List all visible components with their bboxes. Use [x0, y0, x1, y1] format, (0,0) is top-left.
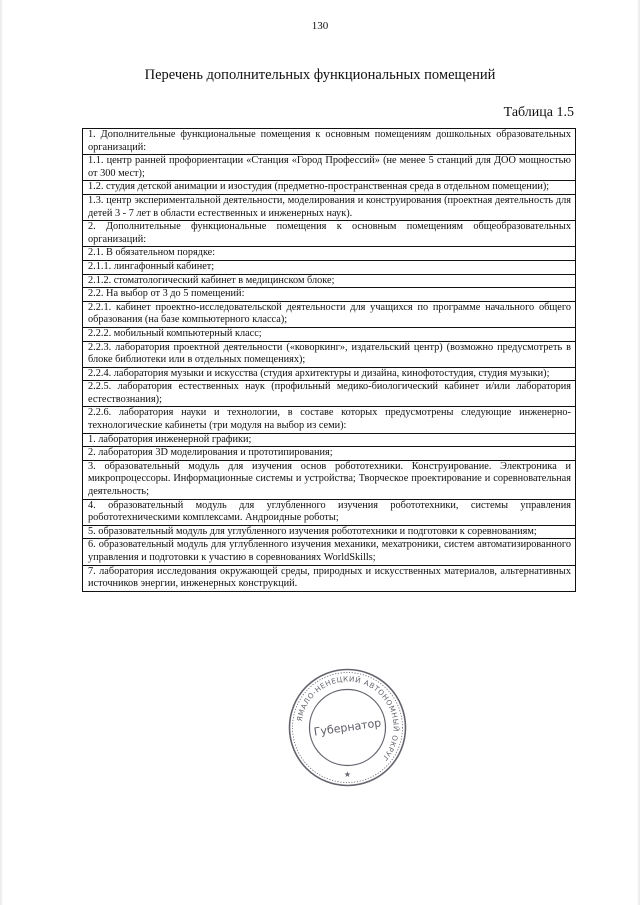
table-row: 1.2. студия детской анимации и изостудия (предметно-пространственная среда в отдельном помещении);: [83, 181, 575, 195]
table-row: 6. образовательный модуль для углубленного изучения механики, мехатроники, систем автоматизированного управления и подготовки к участию в соревнованиях WorldSkills;: [83, 539, 575, 565]
official-seal: [285, 665, 410, 790]
scan-edge-left: [0, 0, 3, 905]
table-row: 2.2.3. лаборатория проектной деятельности («коворкинг», издательский центр) (возможно предусмотреть в блоке библиотеки или в отдельных помещениях);: [83, 342, 575, 368]
functional-rooms-table: [82, 128, 576, 592]
page-number: 130: [311, 20, 329, 32]
table-row: 2.2.6. лаборатория науки и технологии, в составе которых предусмотрены следующие инженерно-технологические кабинеты (три модуля на выбор из семи):: [83, 407, 575, 433]
table-row: 2.2.4. лаборатория музыки и искусства (студия архитектуры и дизайна, кинофотостудия, студия музыки);: [83, 368, 575, 382]
table-row: 7. лаборатория исследования окружающей среды, природных и искусственных материалов, альтернативных источников энергии, инженерных конструкций.: [88, 565, 571, 590]
table-row: 1.3. центр экспериментальной деятельности, моделирования и конструирования (проектная деятельность для детей 3 - 7 лет в области естественных и инженерных наук).: [83, 195, 575, 221]
table-label: Таблица 1.5: [503, 105, 574, 120]
table-row: 1. лаборатория инженерной графики;: [83, 434, 575, 448]
table-row: 3. образовательный модуль для изучения основ робототехники. Конструирование. Электроника и микропроцессоры. Информационные системы и устройства; Творческое проектирование и соревновательная деятельность;: [83, 461, 575, 500]
table-row: 2.1.1. лингафонный кабинет;: [83, 261, 575, 275]
seal-graphic: [285, 665, 410, 790]
table-row: 2.2. На выбор от 3 до 5 помещений:: [83, 288, 575, 302]
table-row: 2.1. В обязательном порядке:: [83, 247, 575, 261]
table-row: 5. образовательный модуль для углубленного изучения робототехники и подготовки к соревнованиям;: [83, 526, 575, 540]
table-row: 2.2.1. кабинет проектно-исследовательской деятельности для учащихся по программе начального общего образования (на базе компьютерного класса);: [83, 302, 575, 328]
table-row: 4. образовательный модуль для углубленного изучения робототехники, системы управления робототехническими комплексами. Андроидные роботы;: [83, 500, 575, 526]
table-row: 2. лаборатория 3D моделирования и прототипирования;: [83, 447, 575, 461]
table-row: 2.1.2. стоматологический кабинет в медицинском блоке;: [83, 275, 575, 289]
table-row: 1. Дополнительные функциональные помещения к основным помещениям дошкольных образовательных организаций:: [83, 129, 575, 155]
table-row: 1.1. центр ранней профориентации «Станция «Город Профессий» (не менее 5 станций для ДОО мощностью от 300 мест);: [83, 155, 575, 181]
seal-center-text: Губернатор: [313, 716, 382, 739]
table-row: 2.2.2. мобильный компьютерный класс;: [83, 328, 575, 342]
table-row: 2. Дополнительные функциональные помещения к основным помещениям общеобразовательных организаций:: [83, 221, 575, 247]
table-row: 2.2.5. лаборатория естественных наук (профильный медико-биологический кабинет и/или лаборатория естествознания);: [83, 381, 575, 407]
page-title: Перечень дополнительных функциональных помещений: [144, 67, 496, 83]
seal-star-icon: ★: [343, 770, 352, 779]
seal-outer-text: ЯМАЛО-НЕНЕЦКИЙ АВТОНОМНЫЙ ОКРУГ: [294, 674, 401, 764]
